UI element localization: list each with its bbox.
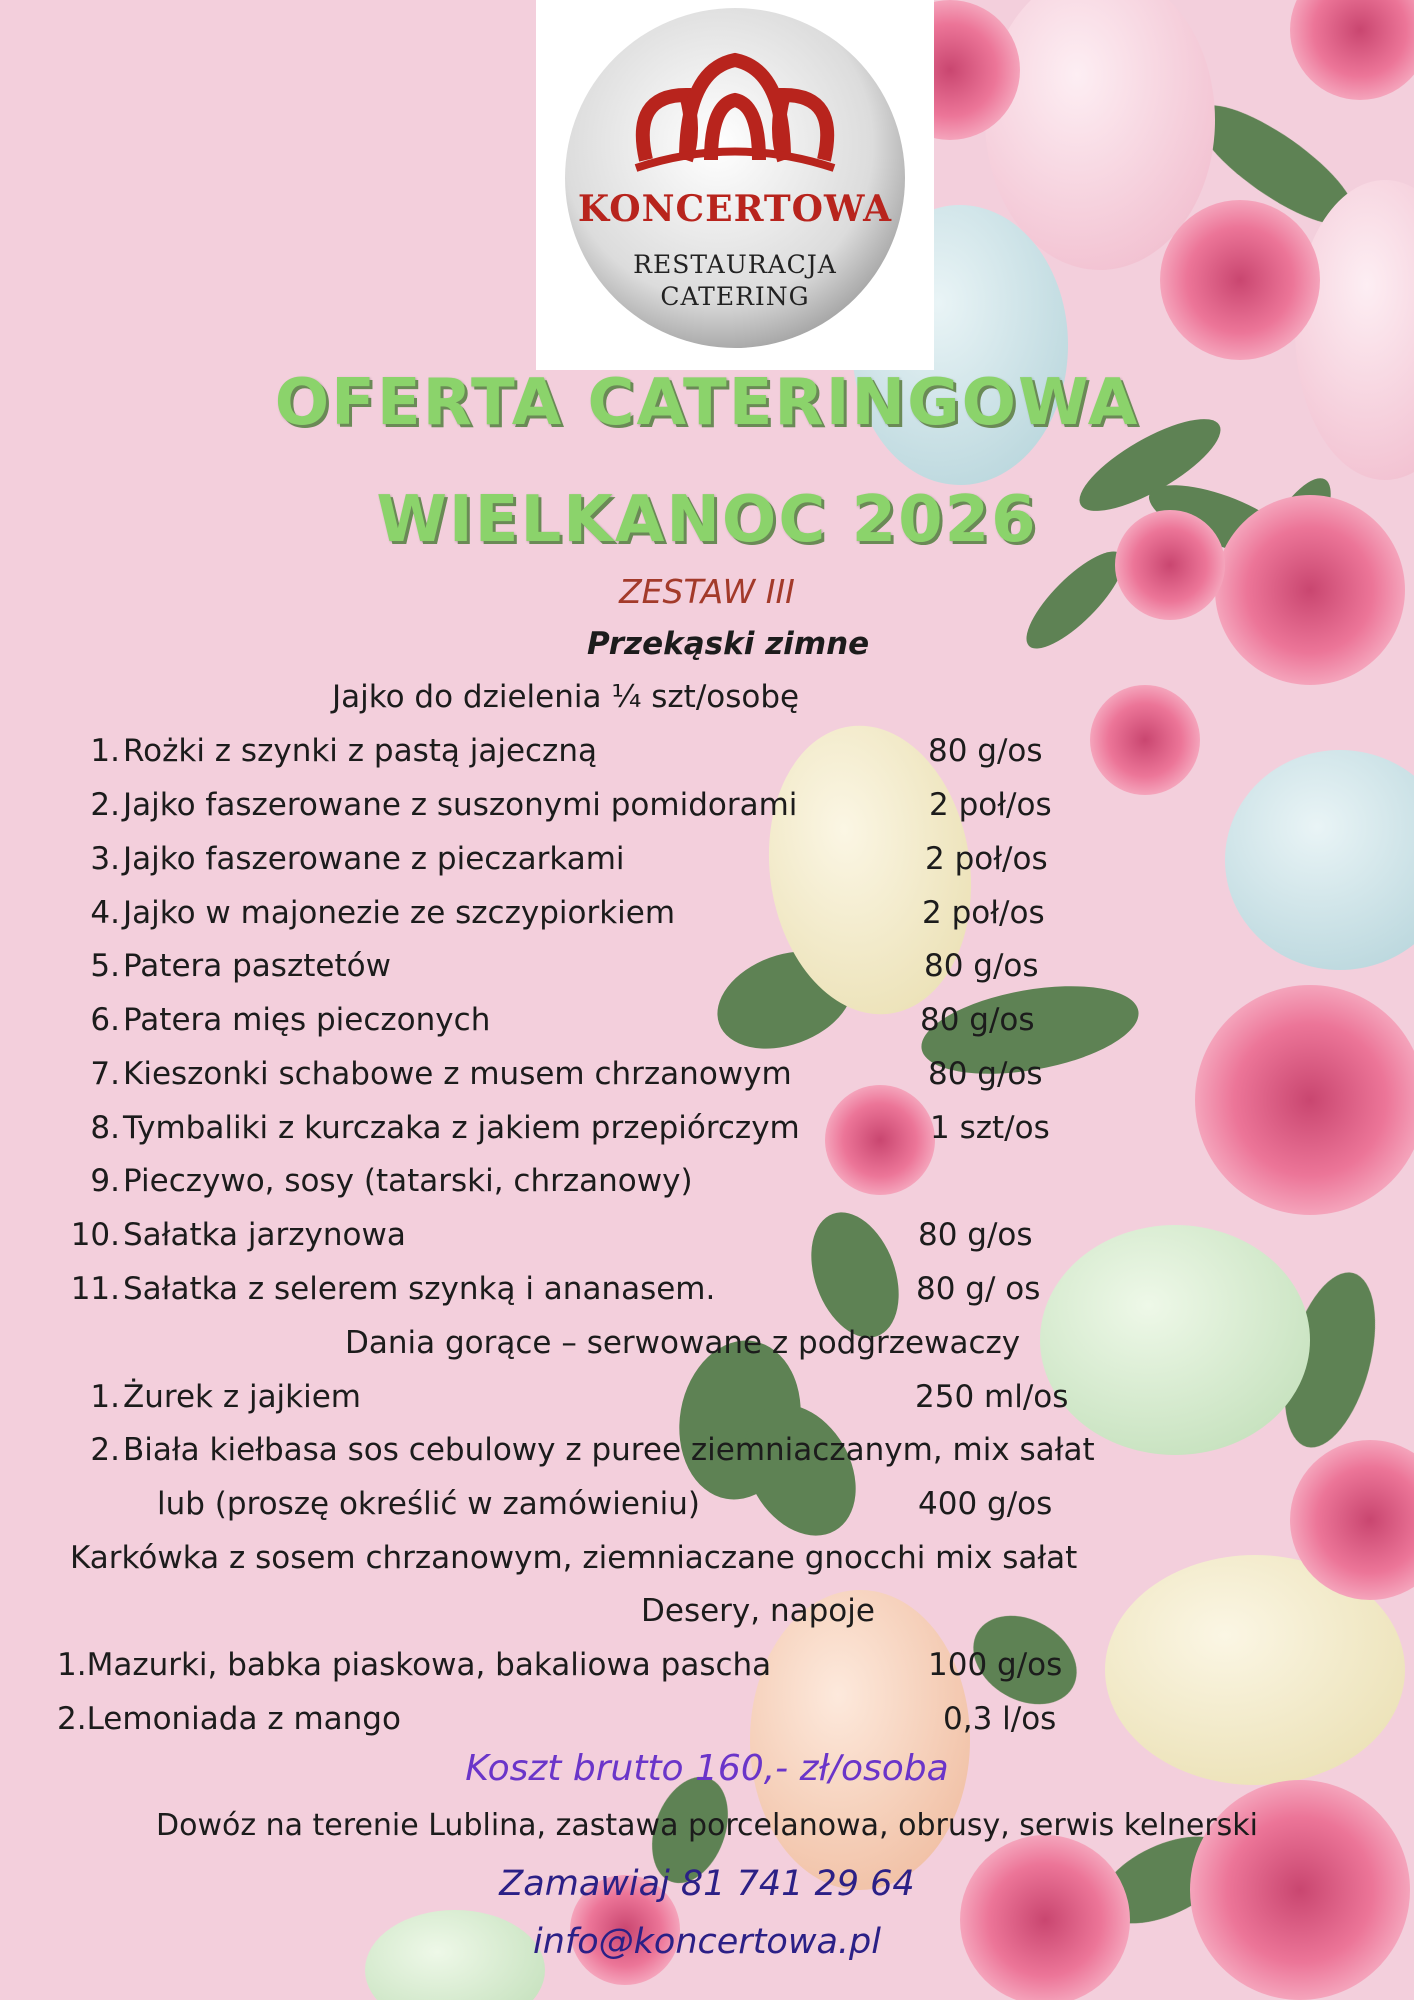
- cold-section-heading: Przekąski zimne: [587, 626, 870, 662]
- hot-item-alternative: Karkówka z sosem chrzanowym, ziemniaczane gnocchi mix sałat: [70, 1540, 1078, 1576]
- cold-item-number: 6.: [90, 1002, 120, 1038]
- cold-item-name: Jajko faszerowane z suszonymi pomidorami: [123, 787, 798, 823]
- cold-item-name: Jajko w majonezie ze szczypiorkiem: [123, 895, 676, 931]
- cold-item-portion: 2 poł/os: [929, 787, 1052, 823]
- price-per-person: Koszt brutto 160,- zł/osoba: [465, 1748, 949, 1789]
- hot-item-continuation: lub (proszę określić w zamówieniu): [157, 1486, 700, 1522]
- cold-item-name: Patera mięs pieczonych: [123, 1002, 491, 1038]
- cold-item-name: Sałatka jarzynowa: [123, 1217, 406, 1253]
- cold-item-number: 10.: [70, 1217, 120, 1253]
- cold-item-portion: 80 g/os: [918, 1217, 1033, 1253]
- hot-item-portion: 400 g/os: [918, 1486, 1053, 1522]
- cold-item-name: Jajko faszerowane z pieczarkami: [123, 841, 625, 877]
- cold-item-name: Tymbaliki z kurczaka z jakiem przepiórczym: [123, 1110, 800, 1146]
- logo-emblem-icon: [536, 0, 934, 370]
- cold-item-name: Sałatka z selerem szynką i ananasem.: [123, 1271, 716, 1307]
- hot-item-portion: 250 ml/os: [915, 1379, 1069, 1415]
- cold-item-number: 1.: [90, 733, 120, 769]
- cold-item-number: 3.: [90, 841, 120, 877]
- cold-item-portion: 80 g/ os: [916, 1271, 1041, 1307]
- cold-item-name: Kieszonki schabowe z musem chrzanowym: [123, 1056, 792, 1092]
- brand-subtitle-catering: CATERING: [660, 282, 810, 311]
- cold-item-portion: 80 g/os: [924, 948, 1039, 984]
- cold-item-portion: 2 poł/os: [922, 895, 1045, 931]
- brand-subtitle-restaurant: RESTAURACJA: [633, 250, 837, 279]
- cold-section-intro: Jajko do dzielenia ¼ szt/osobę: [332, 679, 800, 715]
- hot-item-name: Biała kiełbasa sos cebulowy z puree ziemniaczanym, mix sałat: [123, 1432, 1095, 1468]
- cold-item-name: Pieczywo, sosy (tatarski, chrzanowy): [123, 1163, 693, 1199]
- cold-item-portion: 80 g/os: [928, 1056, 1043, 1092]
- cold-item-name: Rożki z szynki z pastą jajeczną: [123, 733, 597, 769]
- offer-title: OFERTA CATERINGOWA: [274, 366, 1140, 440]
- cold-item-number: 4.: [90, 895, 120, 931]
- dessert-item-name: 1.Mazurki, babka piaskowa, bakaliowa pascha: [57, 1647, 772, 1683]
- cold-item-portion: 1 szt/os: [930, 1110, 1050, 1146]
- cold-item-number: 11.: [70, 1271, 120, 1307]
- hot-item-name: Żurek z jajkiem: [123, 1379, 362, 1415]
- cold-item-number: 9.: [90, 1163, 120, 1199]
- hot-item-number: 2.: [90, 1432, 120, 1468]
- cold-item-number: 8.: [90, 1110, 120, 1146]
- contact-email: info@koncertowa.pl: [533, 1922, 881, 1962]
- set-label: ZESTAW III: [619, 572, 795, 611]
- dessert-item-portion: 0,3 l/os: [943, 1701, 1057, 1737]
- cold-item-number: 5.: [90, 948, 120, 984]
- dessert-item-portion: 100 g/os: [928, 1647, 1063, 1683]
- cold-item-portion: 80 g/os: [928, 733, 1043, 769]
- dessert-item-name: 2.Lemoniada z mango: [57, 1701, 401, 1737]
- order-phone: Zamawiaj 81 741 29 64: [499, 1864, 915, 1904]
- restaurant-logo: [536, 0, 934, 370]
- cold-item-portion: 2 poł/os: [925, 841, 1048, 877]
- desserts-section-heading: Desery, napoje: [641, 1593, 875, 1629]
- hot-section-heading: Dania gorące – serwowane z podgrzewaczy: [345, 1325, 1021, 1361]
- cold-item-number: 7.: [90, 1056, 120, 1092]
- offer-subtitle: WIELKANOC 2026: [376, 483, 1038, 557]
- cold-item-portion: 80 g/os: [920, 1002, 1035, 1038]
- brand-name: KONCERTOWA: [577, 188, 893, 230]
- cold-item-number: 2.: [90, 787, 120, 823]
- delivery-info: Dowóz na terenie Lublina, zastawa porcelanowa, obrusy, serwis kelnerski: [155, 1808, 1258, 1843]
- cold-item-name: Patera pasztetów: [123, 948, 391, 984]
- hot-item-number: 1.: [90, 1379, 120, 1415]
